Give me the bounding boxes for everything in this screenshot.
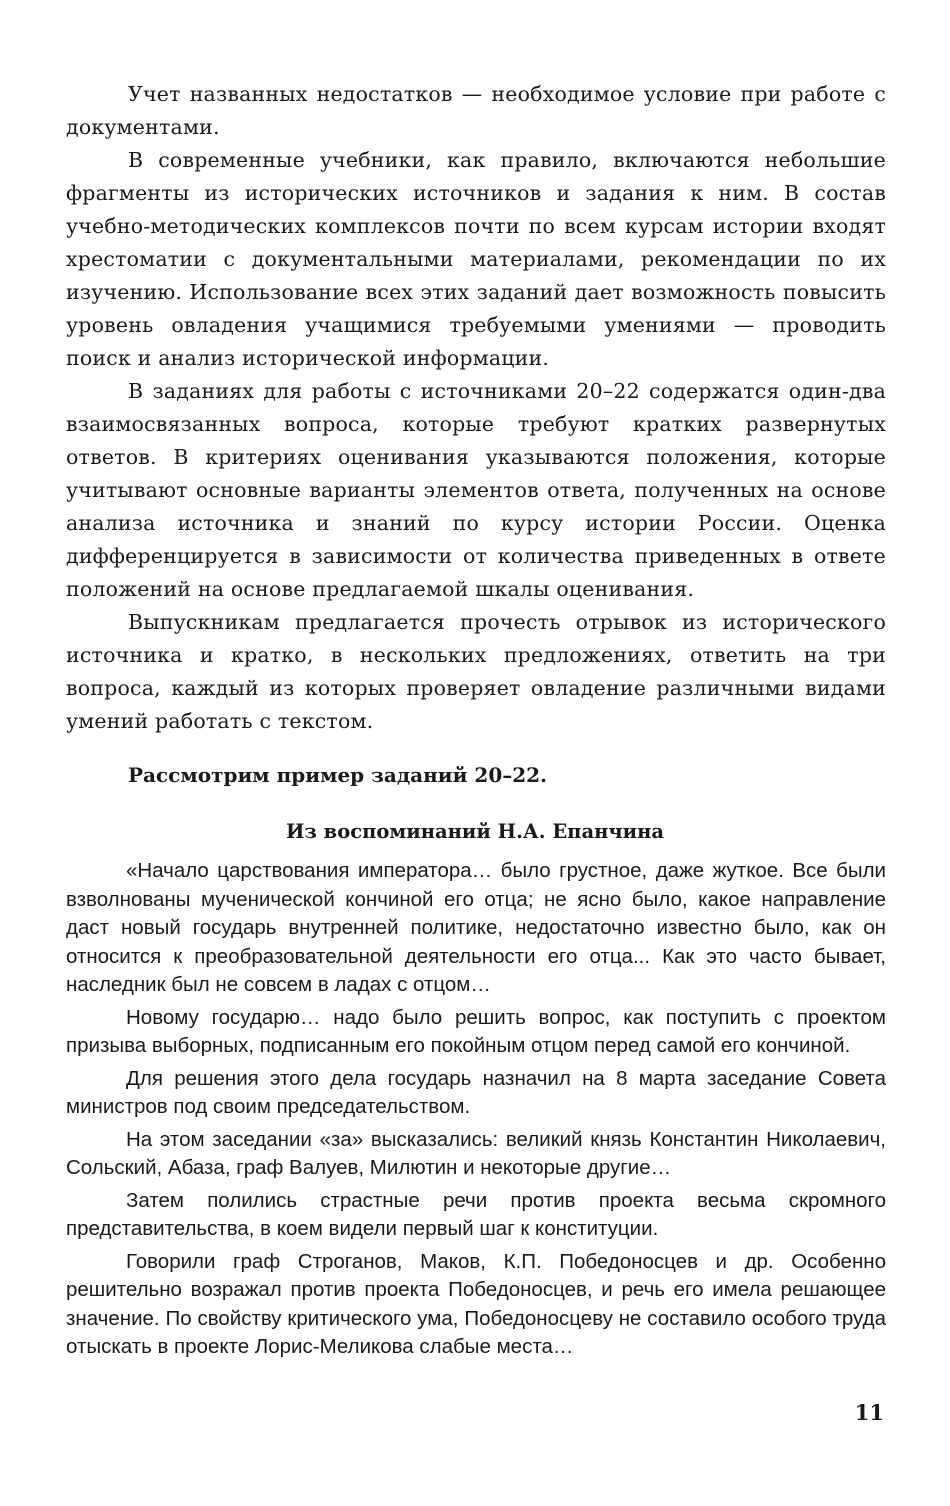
source-paragraph-1: «Начало царствования императора… было грустное, даже жуткое. Все были взволнованы мученической кончиной его отца; не ясно было, какое направление даст новый государь внутренней политике, недостаточно известно было, как он относится к преобразовательной деятельности его отца... Как это часто бывает, наследник был не совсем в ладах с отцом… (66, 859, 886, 996)
intro-paragraph-3: В заданиях для работы с источниками 20–22 содержатся один-два взаимосвязанных вопроса, которые требуют кратких развернутых ответов. В критериях оценивания указываются положения, которые учитывают основные варианты элементов ответа, полученных на основе анализа источника и знаний по курсу истории России. Оценка дифференцируется в зависимости от количества приведенных в ответе положений на основе предлагаемой шкалы оценивания. (66, 379, 886, 601)
source-paragraph-4: На этом заседании «за» высказались: великий князь Константин Николаевич, Сольский, Абаза, граф Валуев, Милютин и некоторые другие… (66, 1127, 886, 1179)
source-paragraph-3: Для решения этого дела государь назначил на 8 марта заседание Совета министров под своим председательством. (66, 1066, 886, 1118)
intro-text (66, 78, 886, 738)
intro-paragraph-1: Учет названных недостатков — необходимое условие при работе с документами. (66, 82, 886, 139)
source-paragraph-6: Говорили граф Строганов, Маков, К.П. Победоносцев и др. Особенно решительно возражал против проекта Победоносцев, и речь его имела решающее значение. По свойству критического ума, Победоносцеву не составило особого труда отыскать в проекте Лорис-Меликова слабые места… (66, 1249, 886, 1358)
source-paragraph-2: Новому государю… надо было решить вопрос, как поступить с проектом призыва выборных, подписанным его покойным отцом перед самой его кончиной. (66, 1005, 886, 1057)
page-number: 11 (854, 1400, 884, 1425)
source-paragraph-5: Затем полились страстные речи против проекта весьма скромного представительства, в коем видели первый шаг к конституции. (66, 1188, 886, 1240)
intro-paragraph-2: В современные учебники, как правило, включаются небольшие фрагменты из исторических источников и задания к ним. В состав учебно-методических комплексов почти по всем курсам истории входят хрестоматии с документальными материалами, рекомендации по их изучению. Использование всех этих заданий дает возможность повысить уровень овладения учащимися требуемыми умениями — проводить поиск и анализ исторической информации. (66, 148, 886, 370)
example-heading: Рассмотрим пример заданий 20–22. (128, 763, 548, 787)
source-excerpt (66, 857, 886, 1366)
intro-paragraph-4: Выпускникам предлагается прочесть отрывок из исторического источника и кратко, в нескольких предложениях, ответить на три вопроса, каждый из которых проверяет овладение различными видами умений работать с текстом. (66, 610, 886, 733)
source-title: Из воспоминаний Н.А. Епанчина (285, 820, 665, 843)
